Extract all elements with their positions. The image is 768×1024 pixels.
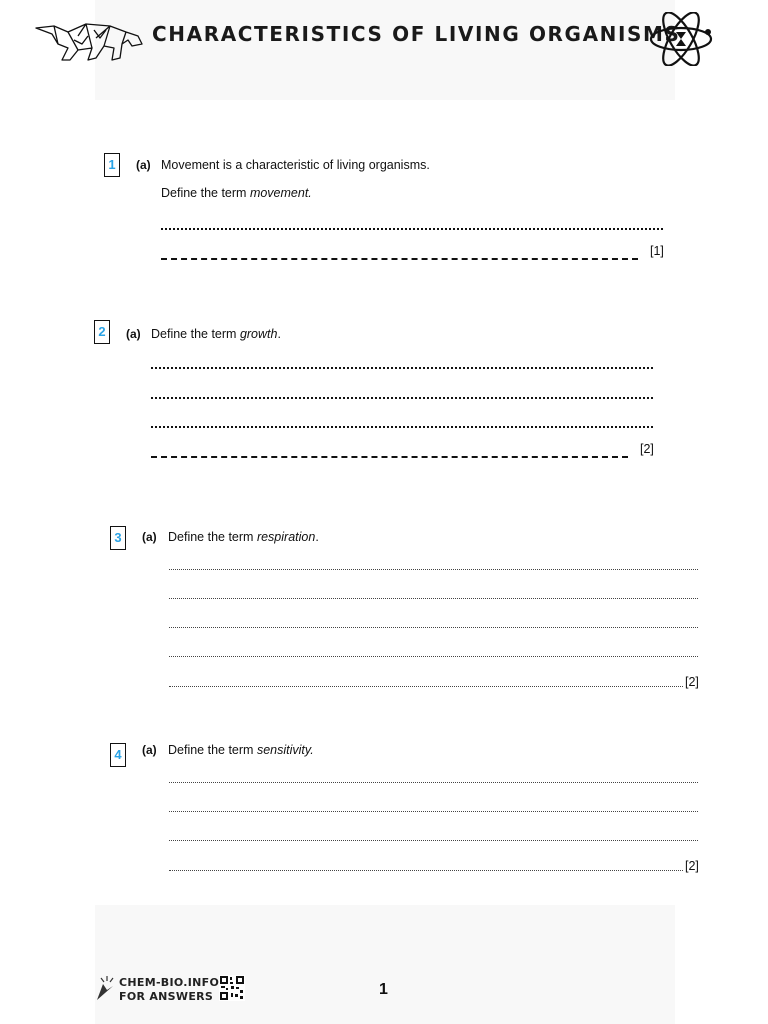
question-4-part-a: (a) xyxy=(142,743,157,757)
question-number-1: 1 xyxy=(104,153,120,177)
answer-line[interactable] xyxy=(169,656,698,657)
marks-label: [2] xyxy=(685,675,699,689)
question-4-prompt: Define the term sensitivity. xyxy=(168,743,314,757)
question-1-prompt: Define the term movement. xyxy=(161,186,312,200)
cursor-icon xyxy=(93,974,119,1002)
answer-line[interactable] xyxy=(169,782,698,783)
question-number-4: 4 xyxy=(110,743,126,767)
answer-line[interactable] xyxy=(151,367,653,369)
answer-line[interactable] xyxy=(151,456,628,458)
answer-line[interactable] xyxy=(169,840,698,841)
page-number: 1 xyxy=(379,981,388,998)
header-background xyxy=(95,0,675,100)
answer-line[interactable] xyxy=(169,598,698,599)
answer-line[interactable] xyxy=(161,228,663,230)
answer-line[interactable] xyxy=(151,397,653,399)
question-2-term: growth xyxy=(239,327,278,341)
answer-line[interactable] xyxy=(169,627,698,628)
atom-logo-icon xyxy=(648,12,714,66)
question-number-2: 2 xyxy=(94,320,110,344)
question-4-term: sensitivity. xyxy=(256,743,314,757)
question-3-part-a: (a) xyxy=(142,530,157,544)
footer-background xyxy=(95,905,675,1024)
question-1-term: movement. xyxy=(249,186,312,200)
answer-line[interactable] xyxy=(169,686,683,687)
question-2-prompt: Define the term growth. xyxy=(151,327,281,341)
qr-code-icon xyxy=(219,975,245,1001)
question-1-lead: Movement is a characteristic of living organisms. xyxy=(161,158,430,172)
answer-line[interactable] xyxy=(161,258,638,260)
answer-line[interactable] xyxy=(151,426,653,428)
footer-site-link[interactable]: CHEM-BIO.INFO xyxy=(119,976,220,989)
marks-label: [1] xyxy=(650,244,664,258)
question-1-part-a: (a) xyxy=(136,158,151,172)
question-3-term: respiration xyxy=(256,530,316,544)
question-number-3: 3 xyxy=(110,526,126,550)
answer-line[interactable] xyxy=(169,870,683,871)
tiger-logo-icon xyxy=(34,18,144,64)
marks-label: [2] xyxy=(640,442,654,456)
page-title: CHARACTERISTICS OF LIVING ORGANISMS xyxy=(152,22,681,46)
marks-label: [2] xyxy=(685,859,699,873)
question-2-part-a: (a) xyxy=(126,327,141,341)
answer-line[interactable] xyxy=(169,811,698,812)
footer-tagline: FOR ANSWERS xyxy=(119,990,214,1003)
answer-line[interactable] xyxy=(169,569,698,570)
question-3-prompt: Define the term respiration. xyxy=(168,530,319,544)
